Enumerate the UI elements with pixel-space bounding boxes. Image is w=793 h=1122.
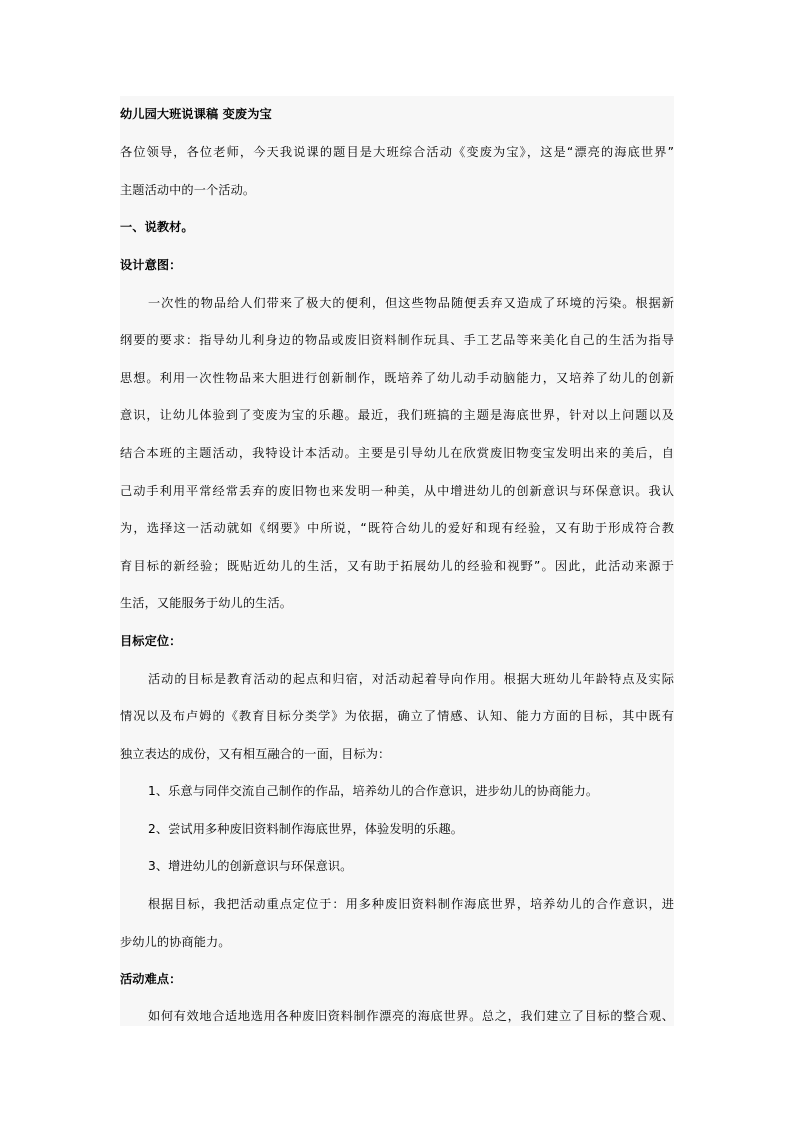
design-line-5: 结合本班的主题活动，我特设计本活动。主要是引导幼儿在欣赏废旧物变宝发明出来的美后，自 — [120, 446, 674, 460]
intro-line-1: 各位领导，各位老师，今天我说课的题目是大班综合活动《变废为宝》，这是“漂亮的海底世界” — [120, 145, 674, 159]
design-line-2: 纲要的要求：指导幼儿利身边的物品或废旧资料制作玩具、手工艺品等来美化自己的生活为指导 — [120, 333, 674, 347]
goal-item-1: 1、乐意与同伴交流自己制作的作品，培养幼儿的合作意识，进步幼儿的协商能力。 — [148, 784, 599, 798]
focus-line-2: 步幼儿的协商能力。 — [120, 935, 231, 949]
goal-item-3: 3、增进幼儿的创新意识与环保意识。 — [148, 859, 353, 873]
goal-line-1: 活动的目标是教育活动的起点和归宿，对活动起着导向作用。根据大班幼儿年龄特点及实际 — [148, 672, 674, 686]
design-line-6: 己动手利用平常经常丢弃的废旧物也来发明一种美，从中增进幼儿的创新意识与环保意识。我认 — [120, 484, 674, 498]
design-line-4: 意识，让幼儿体验到了变废为宝的乐趣。最近，我们班搞的主题是海底世界，针对以上问题以及 — [120, 408, 674, 422]
intro-line-2: 主题活动中的一个活动。 — [120, 183, 256, 197]
goal-line-2: 情况以及布卢姆的《教育目标分类学》为依据，确立了情感、认知、能力方面的目标，其中既有 — [120, 709, 674, 723]
design-line-7: 为，选择这一活动就如《纲要》中所说，“既符合幼儿的爱好和现有经验，又有助于形成符合教 — [120, 521, 674, 535]
goal-heading: 目标定位： — [120, 634, 182, 648]
section-heading-teaching-material: 一、说教材。 — [120, 220, 194, 234]
difficulty-line-1: 如何有效地合适地选用各种废旧资料制作漂亮的海底世界。总之，我们建立了目标的整合观、 — [148, 1009, 674, 1023]
design-line-8: 育目标的新经验；既贴近幼儿的生活，又有助于拓展幼儿的经验和视野”。因此，此活动来源于 — [120, 559, 674, 573]
design-line-1: 一次性的物品给人们带来了极大的便利，但这些物品随便丢弃又造成了环境的污染。根据新 — [148, 296, 674, 310]
focus-line-1: 根据目标，我把活动重点定位于：用多种废旧资料制作海底世界，培养幼儿的合作意识，进 — [148, 897, 674, 911]
document-title: 幼儿园大班说课稿 变废为宝 — [120, 107, 272, 121]
difficulty-heading: 活动难点： — [120, 972, 182, 986]
design-intent-heading: 设计意图： — [120, 258, 182, 272]
design-line-9: 生活，又能服务于幼儿的生活。 — [120, 596, 293, 610]
design-line-3: 思想。利用一次性物品来大胆进行创新制作，既培养了幼儿动手动脑能力，又培养了幼儿的创新 — [120, 371, 674, 385]
goal-item-2: 2、尝试用多种废旧资料制作海底世界，体验发明的乐趣。 — [148, 822, 464, 836]
goal-line-3: 独立表达的成份，又有相互融合的一面，目标为： — [120, 747, 391, 761]
